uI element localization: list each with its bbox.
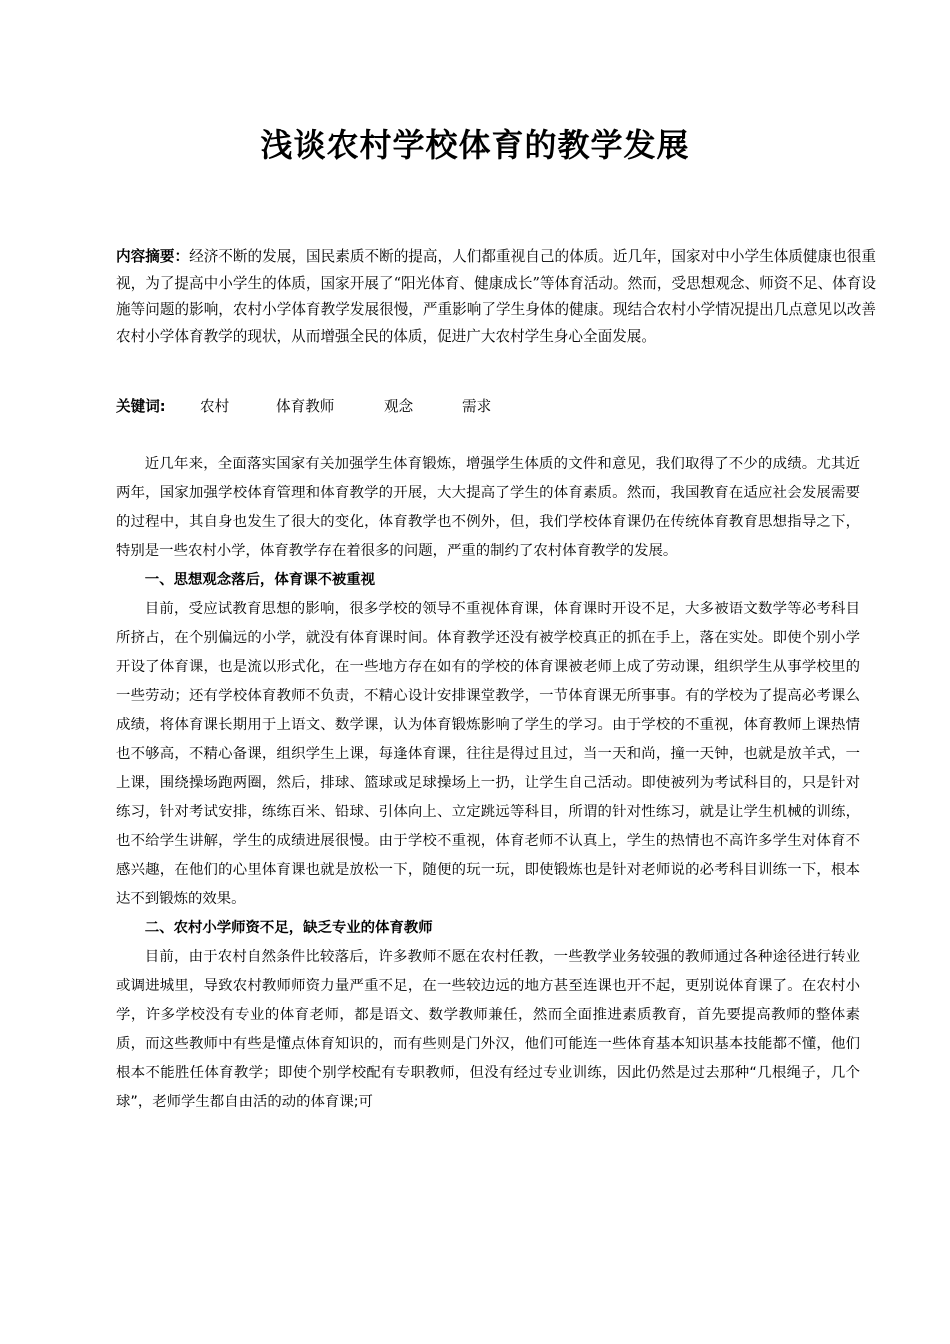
keyword-item: 观念 [384,398,414,415]
intro-paragraph: 近几年来，全面落实国家有关加强学生体育锻炼，增强学生体质的文件和意见，我们取得了不少的成绩。尤其近两年，国家加强学校体育管理和体育教学的开展，大大提高了学生的体育素质。然而，我国教育在适应社会发展需要的过程中，其自身也发生了很大的变化，体育教学也不例外，但，我们学校体育课仍在传统体育教育思想指导之下，特别是一些农村小学，体育教学存在着很多的问题，严重的制约了农村体育教学的发展。 [116,456,860,559]
document-body [116,450,860,1117]
abstract-label: 内容摘要： [116,248,190,265]
keywords-label: 关键词: [116,398,166,415]
section-heading-2: 二、农村小学师资不足，缺乏专业的体育教师 [144,920,433,936]
keyword-item: 农村 [200,398,230,415]
abstract-block [116,244,876,350]
keywords-block [116,395,876,419]
section-paragraph-2: 目前，由于农村自然条件比较落后，许多教师不愿在农村任教，一些教学业务较强的教师通过各种途径进行转业或调进城里，导致农村教师师资力量严重不足，在一些较边远的地方甚至连课也开不起，更别说体育课了。在农村小学，许多学校没有专业的体育老师，都是语文、数学教师兼任，然而全面推进素质教育，首先要提高教师的整体素质，而这些教师中有些是懂点体育知识的，而有些则是门外汉，他们可能连一些体育基本知识基本技能都不懂，他们根本不能胜任体育教学；即使个别学校配有专职教师，但没有经过专业训练，因此仍然是过去那种“几根绳子，几个球”，老师学生都自由活的动的体育课;可 [116,949,860,1110]
section-heading-1: 一、思想观念落后，体育课不被重视 [144,572,376,588]
keyword-item: 体育教师 [276,398,335,415]
document-title: 浅谈农村学校体育的教学发展 [260,126,690,164]
abstract-text: 经济不断的发展，国民素质不断的提高，人们都重视自己的体质。近几年，国家对中小学生体质健康也很重视，为了提高中小学生的体质，国家开展了“阳光体育、健康成长”等体育活动。然而，受思想观念、师资不足、体育设施等问题的影响，农村小学体育教学发展很慢，严重影响了学生身体的健康。现结合农村小学情况提出几点意见以改善农村小学体育教学的现状，从而增强全民的体质，促进广大农村学生身心全面发展。 [116,248,876,345]
section-paragraph-1: 目前，受应试教育思想的影响，很多学校的领导不重视体育课，体育课时开设不足，大多被语文数学等必考科目所挤占，在个别偏远的小学，就没有体育课时间。体育教学还没有被学校真正的抓在手上，落在实处。即使个别小学开设了体育课，也是流以形式化，在一些地方存在如有的学校的体育课被老师上成了劳动课，组织学生从事学校里的一些劳动；还有学校体育教师不负责，不精心设计安排课堂教学，一节体育课无所事事。有的学校为了提高必考课么成绩，将体育课长期用于上语文、数学课，认为体育锻炼影响了学生的学习。由于学校的不重视，体育教师上课热情也不够高，不精心备课，组织学生上课，每逢体育课，往往是得过且过，当一天和尚，撞一天钟，也就是放羊式，一上课，围绕操场跑两圈，然后，排球、篮球或足球操场上一扔，让学生自己活动。即使被列为考试科目的，只是针对练习，针对考试安排，练练百米、铅球、引体向上、立定跳远等科目，所谓的针对性练习，就是让学生机械的训练，也不给学生讲解，学生的成绩进展很慢。由于学校不重视，体育老师不认真上，学生的热情也不高许多学生对体育不感兴趣，在他们的心里体育课也就是放松一下，随便的玩一玩，即使锻炼也是针对老师说的必考科目训练一下，根本达不到锻炼的效果。 [116,601,860,907]
keyword-item: 需求 [462,398,492,415]
